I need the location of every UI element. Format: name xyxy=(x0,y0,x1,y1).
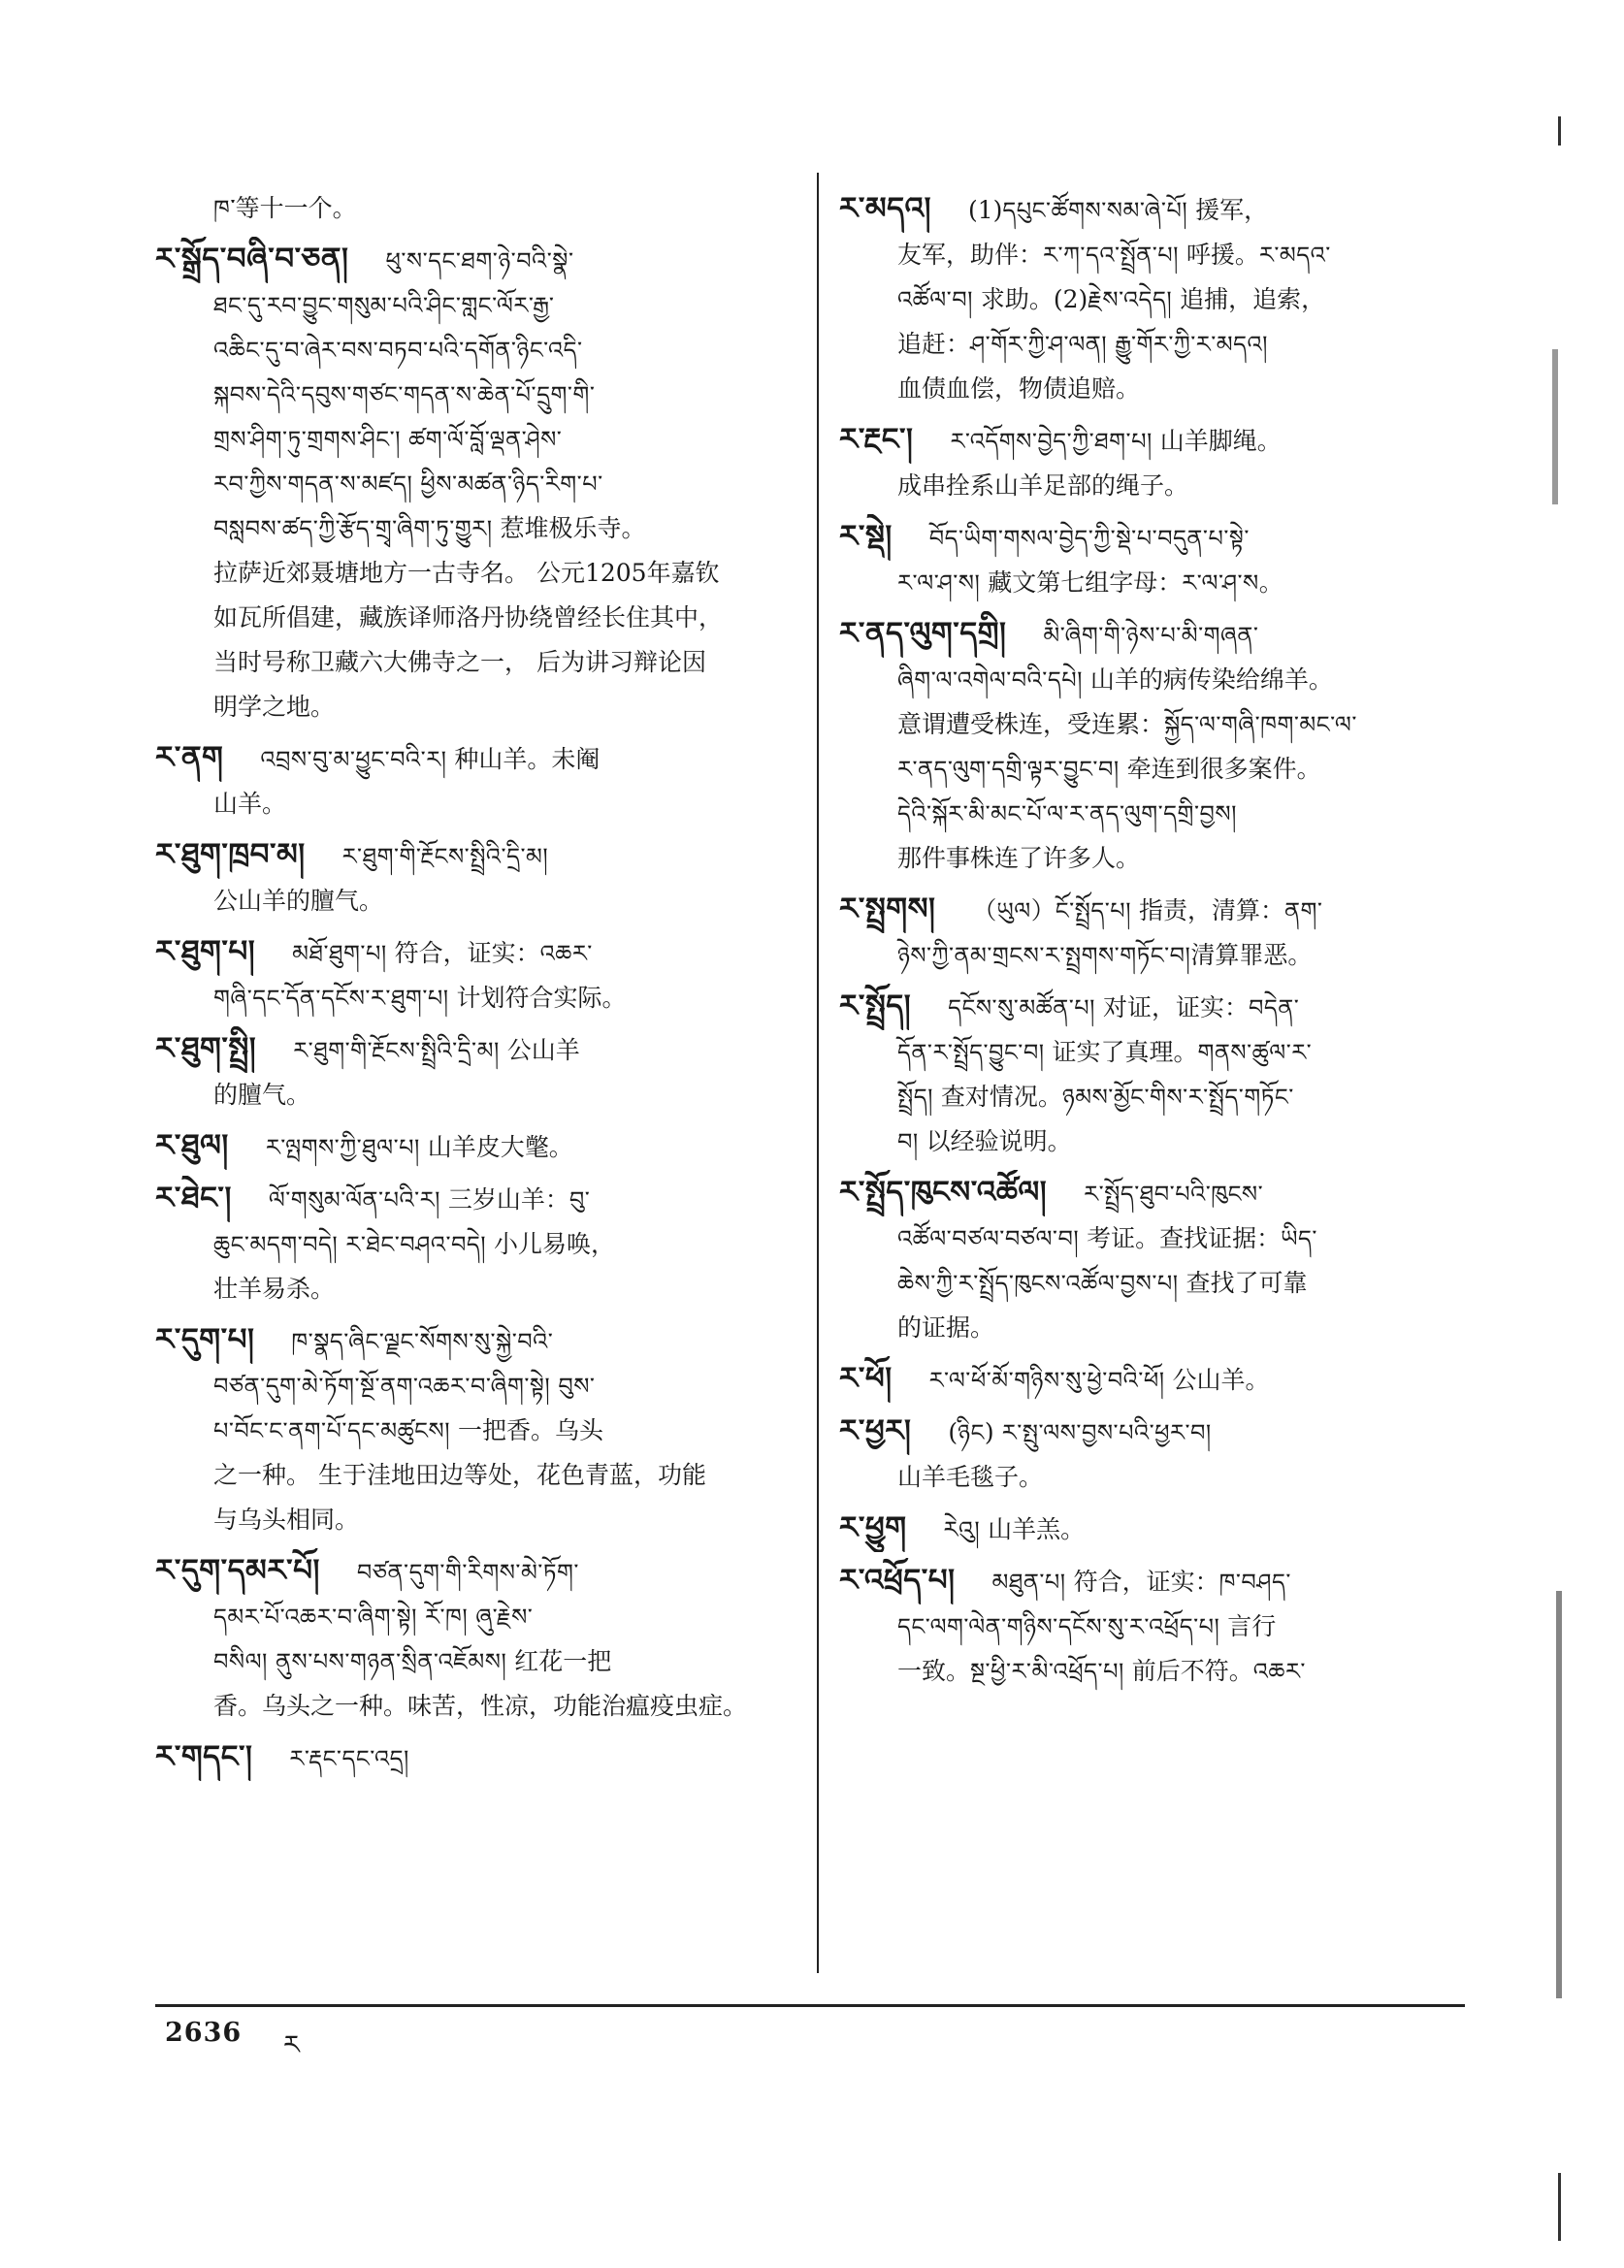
tibetan-text: སྐྱོད་ལ་གཞི་ཁག་མང་ལ་ xyxy=(1164,711,1357,738)
headword: ར་ཐུག་ཁྲབ་མ། xyxy=(155,837,306,872)
entry-line xyxy=(155,929,796,976)
headword: ར་རྔང་། xyxy=(839,422,914,457)
tibetan-text: ར་སྤུ་ལས་བྱས་པའི་ཕྱར་བ། xyxy=(993,1419,1212,1446)
tibetan-text: མི་ཞིག་གི་ཉེས་པ་མི་གཞན་ xyxy=(1043,622,1259,649)
tibetan-text: ར་སྤྲོད་ཐུབ་པའི་ཁུངས་ xyxy=(1084,1181,1264,1208)
tibetan-text: བཙན་དུག་གི་རིགས་མེ་ཏོག་ xyxy=(356,1559,579,1586)
chinese-text: 成串拴系山羊足部的绳子。 xyxy=(897,471,1189,500)
chinese-text: 查对情况。 xyxy=(932,1083,1062,1111)
dictionary-entry xyxy=(839,1558,1479,1694)
headword: ར་སྡེ། xyxy=(839,519,893,554)
chinese-text: （ xyxy=(972,896,997,924)
headword: ར་དུག་པ། xyxy=(155,1322,255,1357)
tibetan-text: དོན་ར་སྤྲོད་བྱུང་བ། xyxy=(897,1039,1045,1066)
dictionary-entry xyxy=(155,1734,796,1781)
chinese-text: 言行 xyxy=(1219,1612,1277,1640)
entry-line xyxy=(155,832,796,879)
chinese-text: 前后不符。 xyxy=(1123,1657,1253,1685)
tibetan-text: འཆིང་དུ་བ་ཞེར་བས་བཏབ་པའི་དགོན་ཉིང་འདི་ xyxy=(213,337,583,364)
dictionary-entry xyxy=(839,611,1479,881)
headword: ར་ཐུལ། xyxy=(155,1128,229,1163)
tibetan-text: ཡིད་ xyxy=(1281,1225,1317,1252)
dictionary-entry xyxy=(155,1026,796,1118)
chinese-text: 公山羊。 xyxy=(1164,1366,1270,1394)
tibetan-text: འཆར་ xyxy=(539,940,593,967)
entry-line xyxy=(155,1317,796,1364)
tibetan-text: ར་ནད་ལུག་དགྲི་ལྟར་བྱུང་བ། xyxy=(897,756,1120,783)
entry-line xyxy=(155,373,796,417)
chinese-text: 指责，清算： xyxy=(1131,896,1284,924)
right-column xyxy=(839,186,1479,1700)
tibetan-text: ཆུང་མདག་བདེ། ར་ཐེང་བཤའ་བདེ། xyxy=(213,1231,487,1258)
chinese-text: 藏文第七组字母： xyxy=(980,568,1183,597)
entry-line xyxy=(155,1639,796,1684)
tibetan-text: ར་ཐུག་གི་རྔོངས་སྤྲིའི་དྲི་མ། xyxy=(341,843,549,870)
section-letter: ར xyxy=(283,2030,300,2060)
chinese-text: 牵连到很多案件。 xyxy=(1119,755,1321,783)
chinese-text: 公山羊的膻气。 xyxy=(213,887,384,915)
tibetan-text: ངོ་སྤྲོད་པ། xyxy=(1055,897,1132,924)
tibetan-text: ར་མདའ་ xyxy=(1258,242,1331,269)
left-column xyxy=(155,186,796,1787)
tibetan-text: ར་ལྤགས་ཀྱི་ཐུལ་པ། xyxy=(265,1134,420,1161)
chinese-text: 求助。(2) xyxy=(972,285,1088,313)
tibetan-text: གྲས་ཤིག་ཏུ་གྲགས་ཤིང་། ཚག་ལོ་བློ་ལྡན་ཤེས་ xyxy=(213,426,563,453)
entry-line xyxy=(839,1409,1479,1455)
tibetan-text: བུ་ xyxy=(568,1186,591,1214)
tibetan-text: ཉིང xyxy=(958,1419,985,1446)
chinese-text: 呼援。 xyxy=(1178,241,1259,269)
entry-line xyxy=(839,1356,1479,1403)
chinese-text: 与乌头相同。 xyxy=(213,1506,360,1534)
entry-line xyxy=(155,1453,796,1498)
chinese-text: 友军，助伴： xyxy=(897,241,1044,269)
chinese-text: 符合，证实： xyxy=(1065,1568,1219,1596)
headword: ར་སྒྲོད་བཞི་བ་ཅན། xyxy=(155,242,349,276)
chinese-text: 以经验说明。 xyxy=(918,1127,1072,1155)
dictionary-entry xyxy=(155,186,796,231)
scan-edge-mark xyxy=(1552,349,1558,504)
tibetan-text: དང་ལག་ལེན་གཉིས་དངོས་སུ་ར་འཕྲོད་པ། xyxy=(897,1613,1220,1640)
chinese-text: 意谓遭受株连，受连累： xyxy=(897,710,1165,738)
chinese-text: 种山羊。未阉 xyxy=(446,745,601,773)
entry-line xyxy=(839,1455,1479,1500)
entry-line xyxy=(839,658,1479,702)
tibetan-text: ཕུ་ས་དང་ཐག་ཉེ་བའི་སྣེ་ xyxy=(385,247,574,275)
tibetan-text: བདེན་ xyxy=(1248,994,1300,1021)
entry-line xyxy=(155,283,796,328)
dictionary-entry xyxy=(839,1506,1479,1552)
dictionary-entry xyxy=(839,186,1479,411)
chinese-text: 血债血偿，物债追赔。 xyxy=(897,374,1141,403)
entry-line xyxy=(839,417,1479,464)
tibetan-text: བཙན་དུག་མེ་ཏོག་སྔོ་ནག་འཆར་བ་ཞིག་སྟེ། བུས་ xyxy=(213,1373,596,1400)
tibetan-text: རྗེས་འདེད། xyxy=(1088,286,1173,313)
tibetan-text: ཁ xyxy=(213,195,231,222)
tibetan-text: ཁ་བཤད་ xyxy=(1218,1569,1291,1596)
scan-edge-mark xyxy=(1556,1591,1562,1998)
chinese-text: 那件事株连了许多人。 xyxy=(897,844,1141,872)
tibetan-text: འཆར་ xyxy=(1252,1658,1306,1685)
dictionary-entry xyxy=(155,237,796,729)
entry-line xyxy=(839,702,1479,747)
headword: ར་སྤྲགས། xyxy=(839,891,936,926)
entry-line xyxy=(155,1026,796,1073)
entry-line xyxy=(839,984,1479,1030)
tibetan-text: ར་རྡང་དང་འདྲ། xyxy=(289,1745,409,1772)
entry-line xyxy=(839,747,1479,792)
tibetan-text: མཐུན་པ། xyxy=(991,1569,1066,1596)
headword: ར་ཕོ། xyxy=(839,1361,893,1396)
chinese-text: 小儿易唤， xyxy=(486,1230,616,1258)
chinese-text: 山羊脚绳。 xyxy=(1152,427,1282,455)
chinese-text: 公山羊 xyxy=(499,1036,580,1064)
tibetan-text: འཚོལ་བ། xyxy=(897,286,973,313)
headword: ར་ནག xyxy=(155,740,224,775)
chinese-text: ( xyxy=(948,1418,958,1446)
chinese-text: ） xyxy=(1030,896,1056,924)
entry-line xyxy=(155,735,796,782)
entry-line xyxy=(839,186,1479,233)
headword: ར་ཕྱུག xyxy=(839,1510,907,1545)
chinese-text: 红花一把 xyxy=(506,1647,612,1675)
entry-line xyxy=(155,1595,796,1639)
chinese-text: (1) xyxy=(967,196,1003,224)
entry-line xyxy=(155,1548,796,1595)
entry-line xyxy=(155,1073,796,1118)
tibetan-text: པ་བོང་ང་ནག་པོ་དང་མཚུངས། xyxy=(213,1417,451,1444)
chinese-text: ་等十一个。 xyxy=(230,194,357,222)
tibetan-text: སྔ་ཕྱི་ར་མི་འཕྲོད་པ། xyxy=(970,1658,1124,1685)
entry-line xyxy=(839,1119,1479,1164)
chinese-text: 考证。查找证据： xyxy=(1079,1224,1282,1252)
entry-line xyxy=(839,561,1479,605)
chinese-text: 清算罪恶。 xyxy=(1190,941,1313,969)
chinese-text: 明学之地。 xyxy=(213,693,336,721)
chinese-text: 对证，证实： xyxy=(1095,993,1249,1021)
headword: ར་ཐུག་སྤྲི། xyxy=(155,1031,257,1066)
entry-line xyxy=(155,1409,796,1453)
tibetan-text: ཞིག་ལ་འགེལ་བའི་དཔེ། xyxy=(897,666,1083,694)
tibetan-text: བསིལ། ནུས་པས་གཉན་སྲིན་འཇོམས། xyxy=(213,1648,507,1675)
tibetan-text: སྐབས་དེའི་དབུས་གཙང་གདན་ས་ཆེན་པོ་དྲུག་གི་ xyxy=(213,381,596,408)
entry-line xyxy=(839,1216,1479,1261)
tibetan-text: ཡུལ xyxy=(996,897,1031,924)
entry-line xyxy=(839,233,1479,277)
entry-line xyxy=(839,1261,1479,1306)
dictionary-entry xyxy=(839,887,1479,978)
tibetan-text: ཁ་སྣད་ཞིང་ལྗང་སོགས་སུ་སྐྱེ་བའི་ xyxy=(291,1328,554,1355)
chinese-text: 的膻气。 xyxy=(213,1081,311,1109)
tibetan-text: ཤ་གོར་ཀྱི་ཤ་ལན། རྒྱུ་གོར་ཀྱི་ར་མདའ། xyxy=(970,331,1268,358)
tibetan-text: གནས་ཚུལ་ར་ xyxy=(1197,1039,1313,1066)
chinese-text: 山羊羔。 xyxy=(980,1515,1086,1543)
entry-line xyxy=(839,1558,1479,1604)
headword: ར་འཕྲོད་པ། xyxy=(839,1563,956,1598)
dictionary-entry xyxy=(839,1170,1479,1350)
entry-line xyxy=(155,879,796,923)
entry-line xyxy=(155,640,796,685)
dictionary-entry xyxy=(155,832,796,923)
chinese-text: 山羊皮大氅。 xyxy=(419,1133,573,1161)
tibetan-text: དེའི་སྐོར་མི་མང་པོ་ལ་ར་ནད་ལུག་དགྲི་བྱས། xyxy=(897,800,1237,827)
tibetan-text: དངོས་སུ་མཚོན་པ། xyxy=(948,994,1096,1021)
headword: ར་སྤྲོད། xyxy=(839,988,912,1023)
tibetan-text: བསླབས་ཚད་ཀྱི་རྩོད་གྲྭ་ཞིག་ཏུ་གྱུར། xyxy=(213,515,493,542)
entry-line xyxy=(155,1734,796,1781)
scan-edge-mark xyxy=(1558,2173,1561,2241)
entry-line xyxy=(839,464,1479,508)
headword: ར་དུག་དམར་པོ། xyxy=(155,1553,320,1588)
chinese-text: 查找了可靠 xyxy=(1178,1269,1308,1297)
page-number: 2636 xyxy=(165,2018,243,2048)
entry-line xyxy=(155,551,796,596)
footer-rule xyxy=(155,2004,1465,2007)
tibetan-text: ར་ལ་ཤ་ས། xyxy=(897,569,981,597)
chinese-text: 拉萨近郊聂塘地方一古寺名。 公元1205年嘉钦 xyxy=(213,559,720,587)
dictionary-entry xyxy=(155,1176,796,1312)
chinese-text: 追捕，追索， xyxy=(1172,285,1326,313)
tibetan-text: ར་ཀ་དའ་སྤྲོན་པ། xyxy=(1043,242,1179,269)
tibetan-text: གཞི་དང་དོན་དངོས་ར་ཐུག་པ། xyxy=(213,985,449,1012)
entry-line xyxy=(839,514,1479,561)
entry-line xyxy=(839,1170,1479,1216)
entry-line xyxy=(155,417,796,462)
tibetan-text: སྤྲོད། xyxy=(897,1084,933,1111)
headword: ར་སྤྲོད་ཁུངས་འཚོལ། xyxy=(839,1175,1048,1210)
chinese-text: 山羊。 xyxy=(213,790,287,818)
dictionary-entry xyxy=(155,1123,796,1170)
chinese-text: 的证据。 xyxy=(897,1313,995,1342)
entry-line xyxy=(155,1684,796,1729)
tibetan-text: འཚོལ་བཙལ་བཙལ་བ། xyxy=(897,1225,1080,1252)
chinese-text: 如瓦所倡建，藏族译师洛丹协绕曾经长住其中， xyxy=(213,603,724,632)
chinese-text: 援军， xyxy=(1187,196,1269,224)
entry-line xyxy=(839,1075,1479,1119)
tibetan-text: ཆེས་ཀྱི་ར་སྤྲོད་ཁུངས་འཚོལ་བྱས་པ། xyxy=(897,1270,1179,1297)
entry-line xyxy=(839,322,1479,367)
dictionary-entry xyxy=(155,1317,796,1542)
entry-line xyxy=(839,1604,1479,1649)
chinese-text: 计划符合实际。 xyxy=(448,984,627,1012)
column-divider xyxy=(817,173,819,1973)
entry-line xyxy=(839,1306,1479,1350)
entry-line xyxy=(155,782,796,826)
headword: ར་ནད་ལུག་དགྲི། xyxy=(839,616,1007,651)
headword: ར་མདའ། xyxy=(839,191,931,226)
chinese-text: 壮羊易杀。 xyxy=(213,1275,336,1303)
headword: ར་ཐེང་། xyxy=(155,1181,232,1215)
entry-line xyxy=(155,328,796,373)
chinese-text: 一致。 xyxy=(897,1657,971,1685)
entry-line xyxy=(155,1267,796,1312)
tibetan-text: ར་འདོགས་བྱེད་ཀྱི་ཐག་པ། xyxy=(950,428,1153,455)
chinese-text: 符合，证实： xyxy=(386,939,540,967)
tibetan-text: མཐོ་ཐུག་པ། xyxy=(292,940,387,967)
tibetan-text: བོད་ཡིག་གསལ་བྱེད་ཀྱི་སྡེ་པ་བདུན་པ་སྟེ་ xyxy=(928,525,1250,552)
entry-line xyxy=(155,186,796,231)
entry-line xyxy=(839,611,1479,658)
dictionary-entry xyxy=(155,735,796,826)
tibetan-text: ར་ཐུག་གི་རྔོངས་སྤྲིའི་དྲི་མ། xyxy=(293,1037,500,1064)
tibetan-text: རབ་ཀྱིས་གདན་ས་མཛད། ཕྱིས་མཚན་ཉིད་རིག་པ་ xyxy=(213,470,603,498)
chinese-text: 惹堆极乐寺。 xyxy=(492,514,646,542)
tibetan-text: ཉེས་ཀྱི་ནམ་གྲངས་ར་སྤྲགས་གཏོང་བ། xyxy=(897,942,1191,969)
headword: ར་གདང་། xyxy=(155,1739,253,1774)
entry-line xyxy=(155,1123,796,1170)
entry-line xyxy=(839,836,1479,881)
tibetan-text: ཐང་དུ་རབ་བྱུང་གསུམ་པའི་ཤིང་གླང་ལོར་རྒྱ་ xyxy=(213,292,555,319)
dictionary-entry xyxy=(155,929,796,1021)
entry-line xyxy=(839,277,1479,322)
entry-line xyxy=(839,367,1479,411)
dictionary-entry xyxy=(839,1409,1479,1500)
chinese-text: ) xyxy=(984,1418,994,1446)
entry-line xyxy=(155,1364,796,1409)
chinese-text: 。 xyxy=(1258,568,1283,597)
chinese-text: 香。乌头之一种。味苦，性凉，功能治瘟疫虫症。 xyxy=(213,1692,748,1720)
entry-line xyxy=(839,1030,1479,1075)
scan-edge-mark xyxy=(1558,116,1561,146)
dictionary-entry xyxy=(839,1356,1479,1403)
chinese-text: 证实了真理。 xyxy=(1044,1038,1198,1066)
chinese-text: 山羊的病传染给绵羊。 xyxy=(1082,665,1333,694)
tibetan-text: རེའུ། xyxy=(943,1516,981,1543)
headword: ར་ཐུག་པ། xyxy=(155,934,256,969)
entry-line xyxy=(155,237,796,283)
tibetan-text: ཉམས་མྱོང་གིས་ར་སྤྲོད་གཏོང་ xyxy=(1061,1084,1294,1111)
dictionary-entry xyxy=(839,984,1479,1164)
entry-line xyxy=(839,933,1479,978)
dictionary-entry xyxy=(839,514,1479,605)
entry-line xyxy=(155,685,796,729)
chinese-text: 山羊毛毯子。 xyxy=(897,1463,1044,1491)
entry-line xyxy=(155,506,796,551)
chinese-text: 一把香。乌头 xyxy=(450,1416,604,1444)
entry-line xyxy=(839,1649,1479,1694)
entry-line xyxy=(155,1176,796,1222)
dictionary-entry xyxy=(839,417,1479,508)
entry-line xyxy=(155,462,796,506)
tibetan-text: ནག་ xyxy=(1283,897,1323,924)
entry-line xyxy=(155,1222,796,1267)
entry-line xyxy=(155,976,796,1021)
chinese-text: 追赶： xyxy=(897,330,971,358)
chinese-text: 三岁山羊： xyxy=(439,1185,569,1214)
entry-line xyxy=(155,596,796,640)
tibetan-text: ར་ལ་ཕོ་མོ་གཉིས་སུ་ཕྱེ་བའི་ཕོ། xyxy=(928,1367,1165,1394)
entry-line xyxy=(839,1506,1479,1552)
chinese-text: 之一种。 生于洼地田边等处，花色青蓝，功能 xyxy=(213,1461,706,1489)
entry-line xyxy=(839,792,1479,836)
tibetan-text: ར་ལ་ཤ་ས xyxy=(1182,569,1259,597)
tibetan-text: བ། xyxy=(897,1128,919,1155)
tibetan-text: དཔུང་ཚོགས་སམ་ཞེ་པོ། xyxy=(1002,197,1188,224)
headword: ར་ཕྱར། xyxy=(839,1413,912,1448)
entry-line xyxy=(839,887,1479,933)
tibetan-text: འབྲས་བུ་མ་ཕྱུང་བའི་ར། xyxy=(260,746,447,773)
entry-line xyxy=(155,1498,796,1542)
tibetan-text: དམར་པོ་འཆར་བ་ཞིག་སྟེ། རོ་ཁ། ཞུ་རྗེས་ xyxy=(213,1604,534,1631)
chinese-text: 当时号称卫藏六大佛寺之一， 后为讲习辩论因 xyxy=(213,648,706,676)
dictionary-entry xyxy=(155,1548,796,1729)
tibetan-text: ལོ་གསུམ་ལོན་པའི་ར། xyxy=(268,1186,440,1214)
